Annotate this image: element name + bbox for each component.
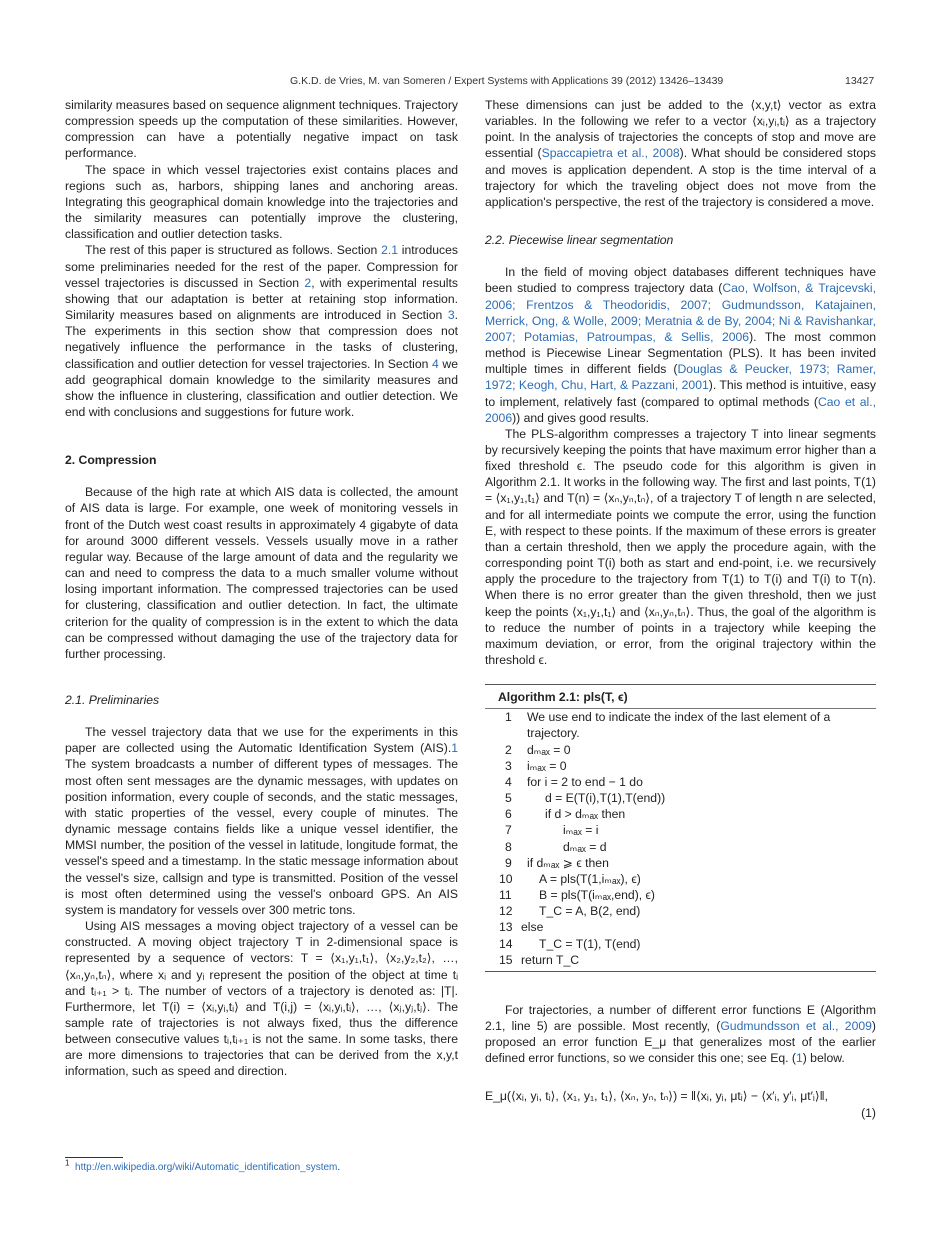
algorithm-box	[485, 684, 876, 972]
paragraph	[485, 426, 876, 668]
algorithm-lines	[485, 709, 876, 968]
text-run: ). This method is intuitive, easy to implement, relatively fast (compared to optimal methods (	[485, 378, 876, 409]
citation-link[interactable]: 1	[795, 1051, 803, 1066]
algorithm-line	[485, 709, 876, 741]
text-run: Using AIS messages a moving object trajectory of a vessel can be constructed. A moving object trajectory T in 2-dimensional space is represented by a sequence of vectors: T = ⟨x₁,y₁,t₁⟩, ⟨x₂,y₂,t₂⟩, …, ⟨xₙ,yₙ,tₙ⟩, where xᵢ and yᵢ represent the position of the object at time tᵢ and tᵢ₊₁ > tᵢ. The number of vectors of a trajectory is denoted as: |T|. Furthermore, let T(i) = ⟨xᵢ,yᵢ,tᵢ⟩ and T(i,j) = ⟨xᵢ,yᵢ,tᵢ⟩, …, ⟨xⱼ,yⱼ,tⱼ⟩. The sample rate of trajectories is not always fixed, thus the difference between consecutive values tᵢ,tᵢ₊₁ is not the same. In some tasks, there are more dimensions to trajectories that can be derived from the x,y,t information, such as speed and direction.	[65, 919, 458, 1079]
citation-link[interactable]: 4	[432, 356, 439, 371]
line-number: 3	[505, 758, 512, 773]
page-number: 13427	[845, 75, 875, 87]
line-number: 15	[499, 952, 513, 967]
citation-link[interactable]: 2.1	[381, 243, 399, 258]
algorithm-line	[485, 839, 876, 855]
paragraph	[485, 264, 876, 426]
text-run: The space in which vessel trajectories exist contains places and regions such as, harbors, shipping lanes and anchoring areas. Integrating this geographical domain knowledge into the trajectories and the similarity measures can potentially improve the clustering, classification and outlier detection tasks.	[65, 162, 458, 242]
algorithm-title: Algorithm 2.1: pls(T, ϵ)	[485, 685, 876, 709]
algorithm-line	[485, 790, 876, 806]
paragraph	[485, 97, 876, 210]
paragraph	[65, 97, 458, 162]
citation-link[interactable]: Spaccapietra et al., 2008	[541, 146, 680, 161]
text-run: These dimensions can just be added to the ⟨x,y,t⟩ vector as extra variables. In the following we refer to a vector ⟨xᵢ,yᵢ,tᵢ⟩ as a trajectory point. In the analysis of trajectories the concepts of stop and move are essential (	[485, 98, 876, 161]
text-run: we add geographical domain knowledge to the similarity measures and show the influence in clustering, classification and outlier detection. We end with conclusions and suggestions for future work.	[65, 356, 458, 419]
citation-link[interactable]: 3	[447, 308, 455, 323]
line-code: for i = 2 to end − 1 do	[527, 774, 643, 789]
line-number: 11	[499, 888, 512, 903]
text-run: ) below.	[802, 1051, 845, 1066]
running-title: G.K.D. de Vries, M. van Someren / Expert Systems with Applications 39 (2012) 13426–13439	[290, 75, 724, 87]
line-number: 12	[499, 904, 513, 919]
citation-link[interactable]: 2	[304, 275, 312, 290]
line-number: 2	[505, 742, 512, 757]
text-run: For trajectories, a number of different error functions E (Algorithm 2.1, line 5) are possible. Most recently, (	[485, 1002, 876, 1033]
line-number: 5	[505, 791, 512, 806]
algorithm-line	[485, 919, 876, 935]
text-run: . The experiments in this section show that compression does not negatively influence the performance in the tasks of clustering, classification and outlier detection for vessel trajectories. In Section	[65, 308, 458, 371]
text-run: ). The most common method is Piecewise Linear Segmentation (PLS). It has been invited multiple times in different fields (	[485, 329, 876, 377]
paragraph	[65, 918, 458, 1080]
line-number: 8	[505, 839, 512, 854]
line-number: 10	[499, 871, 513, 886]
line-code: iₘₐₓ = 0	[527, 758, 567, 773]
paragraph	[65, 484, 458, 662]
text-run: In the field of moving object databases different techniques have been studied to compress trajectory data (	[485, 265, 876, 296]
right-column	[485, 97, 876, 1121]
line-number: 14	[499, 936, 513, 951]
text-run: Because of the high rate at which AIS data is collected, the amount of AIS data is large. For example, one week of monitoring vessels in front of the Dutch west coast results in approximately 4 gigabyte of data for around 3000 different vessels. Vessels usually move in a rather regular way. Because of the large amount of data and the regularity we can and need to compress the data to a much smaller volume without losing important information. The compressed trajectories can be used for clustering, classification and outlier detection. In fact, the ultimate criterion for the quality of compression is in the extent to which the data can be compressed without damaging the use of the trajectory data for further processing.	[65, 485, 458, 661]
algorithm-line	[485, 871, 876, 887]
line-number: 4	[505, 774, 512, 789]
line-number: 1	[505, 710, 512, 725]
subsection-heading: 2.2. Piecewise linear segmentation	[485, 233, 674, 248]
algorithm-line	[485, 822, 876, 838]
algorithm-line	[485, 855, 876, 871]
footnote	[65, 1160, 340, 1176]
text-run: , with experimental results showing that our adaptation is better at retaining stop information. Similarity measures based on alignments are introduced in Section	[65, 275, 458, 323]
citation-link[interactable]: Cao et al., 2006	[485, 394, 876, 425]
line-code: if dₘₐₓ ⩾ ϵ then	[527, 855, 609, 870]
equation: E_μ(⟨xᵢ, yᵢ, tᵢ⟩, ⟨x₁, y₁, t₁⟩, ⟨xₙ, yₙ, tₙ⟩) = ‖⟨xᵢ, yᵢ, μtᵢ⟩ − ⟨x′ᵢ, y′ᵢ, μt′ᵢ⟩‖,	[485, 1089, 829, 1104]
left-column	[65, 97, 458, 1080]
line-number: 7	[505, 823, 512, 838]
text-run: )) and gives good results.	[512, 410, 649, 425]
citation-link[interactable]: 1	[451, 741, 458, 756]
algorithm-line	[485, 903, 876, 919]
line-code: B = pls(T(iₘₐₓ,end), ϵ)	[539, 888, 655, 903]
line-code: else	[521, 920, 544, 935]
algorithm-line	[485, 936, 876, 952]
text-run: ). What should be considered stops and moves is application dependent. A stop is the time interval of a trajectory for which the traveling object does not move from the application's perspective, the rest of the trajectory is considered a move.	[485, 146, 876, 209]
citation-link[interactable]: Douglas & Peucker, 1973; Ramer, 1972; Keogh, Chu, Hart, & Pazzani, 2001	[485, 362, 877, 393]
citation-link[interactable]: Gudmundsson et al., 2009	[720, 1018, 872, 1033]
line-code: dₘₐₓ = d	[563, 839, 607, 854]
text-run: The vessel trajectory data that we use for the experiments in this paper are collected using the Automatic Identification System (AIS).	[65, 725, 458, 756]
section-heading: 2. Compression	[65, 453, 157, 468]
line-number: 13	[499, 920, 513, 935]
footnote-rule	[65, 1157, 123, 1158]
text-run: introduces some preliminaries needed for the rest of the paper. Compression for vessel trajectories is discussed in Section	[65, 243, 458, 290]
text-run: ) proposed an error function E_μ that generalizes most of the earlier defined error functions, so we consider this one; see Eq. (	[485, 1018, 876, 1066]
line-code: T_C = A, B(2, end)	[539, 904, 641, 919]
algorithm-line	[485, 887, 876, 903]
line-code: We use end to indicate the index of the last element of a trajectory.	[527, 710, 831, 741]
text-run: similarity measures based on sequence alignment techniques. Trajectory compression speeds up the computation of these similarities. However, compression can have a potentially negative impact on task performance.	[65, 98, 458, 161]
subsection-heading: 2.1. Preliminaries	[65, 693, 160, 707]
line-code: if d > dₘₐₓ then	[545, 807, 626, 822]
line-code: iₘₐₓ = i	[563, 823, 599, 838]
line-code: d = E(T(i),T(1),T(end))	[545, 791, 666, 806]
algorithm-line	[485, 742, 876, 758]
algorithm-line	[485, 952, 876, 968]
text-run: The PLS-algorithm compresses a trajectory T into linear segments by recursively keeping the points that have maximum error higher than a fixed threshold ϵ. The pseudo code for this algorithm is given in Algorithm 2.1. It works in the following way. The first and last points, T(1) = ⟨x₁,y₁,t₁⟩ and T(n) = ⟨xₙ,yₙ,tₙ⟩, of a trajectory T of length n are selected, and for all intermediate points we compute the error, using the function E, with respect to these points. If the maximum of these errors is greater than a certain threshold, then we apply the procedure again, with the corresponding point T(i) both as start and end-point, i.e. we recursively apply the procedure to the trajectory from T(1) to T(i) and T(i) to T(n). When there is no error greater than the given threshold, then we just keep the points ⟨x₁,y₁,t₁⟩ and ⟨xₙ,yₙ,tₙ⟩. Thus, the goal of the algorithm is to reduce the number of points in a trajectory while keeping the maximum deviation, or error, from the original trajectory within the threshold ϵ.	[485, 426, 876, 667]
line-number: 9	[505, 855, 512, 870]
paragraph	[65, 242, 458, 420]
line-code: A = pls(T(1,iₘₐₓ), ϵ)	[539, 871, 641, 886]
line-code: T_C = T(1), T(end)	[539, 936, 641, 951]
algorithm-line	[485, 806, 876, 822]
equation-number: (1)	[861, 1105, 876, 1120]
footnote-link[interactable]: http://en.wikipedia.org/wiki/Automatic_identification_system	[75, 1162, 338, 1173]
algorithm-line	[485, 758, 876, 774]
citation-link[interactable]: Cao, Wolfson, & Trajcevski, 2006; Frentzos & Theodoridis, 2007; Gudmundsson, Katajainen, Merrick, Ong, & Wolle, 2009; Meratnia & de By, 2004; Ni & Ravishankar, 2007; Potamias, Patroumpas, & Sellis, 2006	[485, 281, 876, 344]
text-run: The rest of this paper is structured as follows. Section	[85, 243, 382, 258]
line-code: return T_C	[521, 952, 580, 967]
line-code: dₘₐₓ = 0	[527, 742, 571, 757]
paragraph	[485, 1002, 876, 1067]
text-run: The system broadcasts a number of different types of messages. The most often sent messages are the dynamic messages, with updates on position information, every couple of seconds, and the static messages, with static properties of the vessel, every couple of minutes. The dynamic message contains fields like a unique vessel identifier, the MMSI number, the position of the vessel in latitude, longitude format, the vessel's speed and a timestamp. In the static message information about the vessel's size, callsign and type is transmitted. Position of the vessel is most often determined using the vessel's onboard GPS. An AIS system is mandatory for vessels over 300 metric tons.	[65, 757, 458, 917]
paragraph	[65, 724, 458, 918]
footnote-tail: .	[337, 1162, 341, 1173]
algorithm-line	[485, 774, 876, 790]
paragraph	[65, 162, 458, 243]
line-number: 6	[505, 807, 512, 822]
footnote-mark: 1	[65, 1158, 70, 1168]
